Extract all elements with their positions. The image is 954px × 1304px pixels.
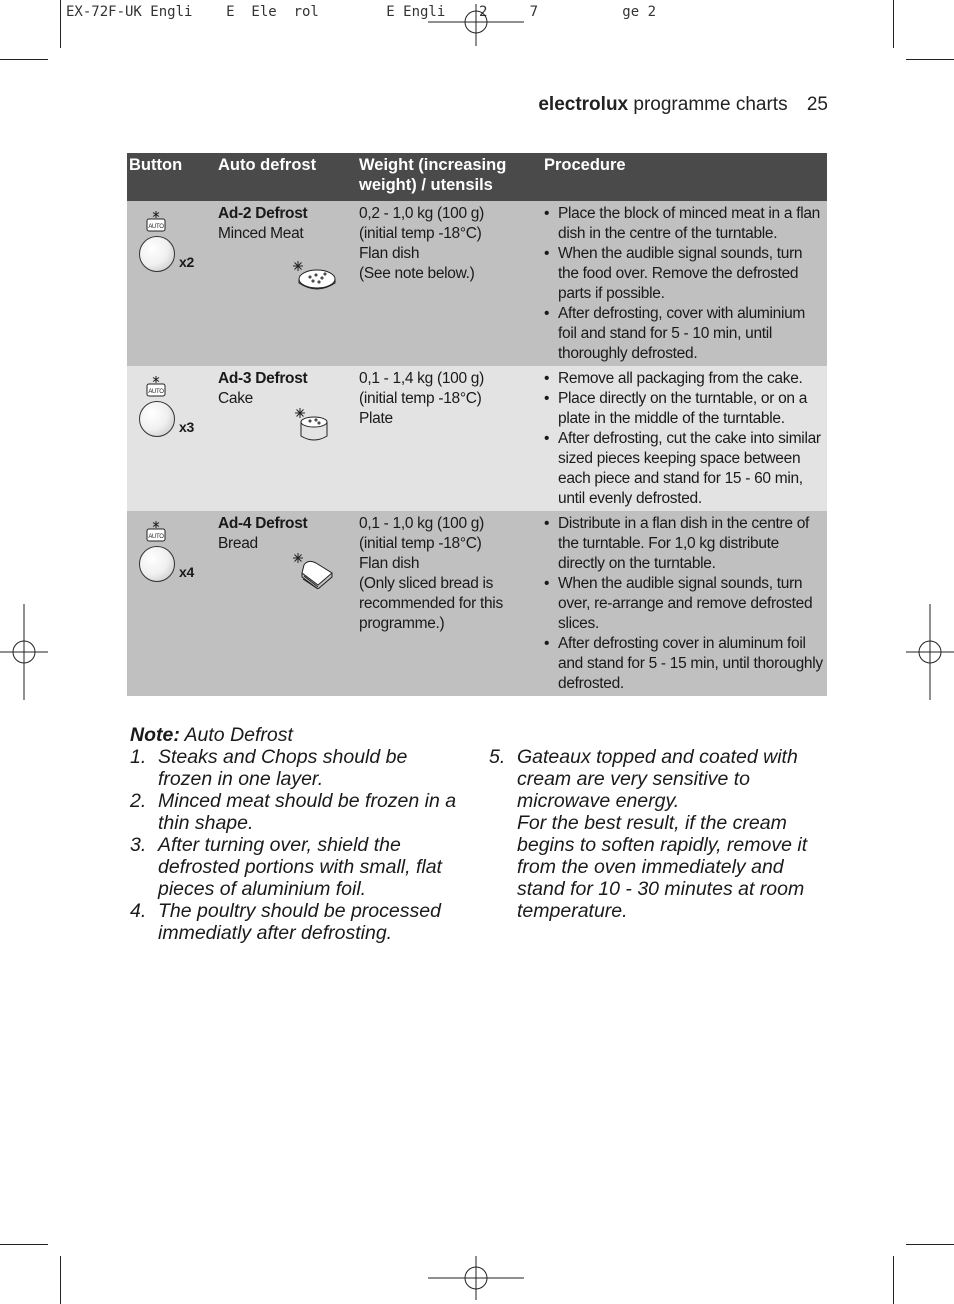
registration-mark-right: [904, 604, 954, 700]
button-cell: [127, 201, 214, 366]
note-item-continued: For the best result, if the cream begins to soften rapidly, remove it from the oven immediately and stand for 10 - 30 minutes at room temperature.: [517, 812, 808, 922]
procedure-step: • Place the block of minced meat in a flan dish in the centre of the turntable.: [544, 204, 823, 244]
procedure-step: • Place directly on the turntable, or on a plate in the middle of the turntable.: [544, 389, 823, 429]
crop-mark: [906, 1244, 954, 1245]
col-header-weight: Weight (increasing weight) / utensils: [355, 153, 536, 201]
note-left-column: [130, 724, 465, 944]
note-item: 5. Gateaux topped and coated with cream are very sensitive to microwave energy. For the best result, if the cream begins to soften rapidly, remove it from the oven immediately and stand for 10 - 30 minutes at room temperature.: [489, 746, 808, 922]
food-name: Bread: [218, 535, 258, 552]
procedure-step: • After defrosting cover in aluminum foil and stand for 5 - 15 min, until thoroughly defrosted.: [544, 634, 823, 694]
initial-temp: (initial temp -18°C): [359, 225, 482, 242]
programme-name: Ad-3 Defrost: [218, 370, 308, 387]
dial-knob: [139, 546, 175, 582]
minced-meat-icon: [292, 259, 338, 293]
button-cell: [127, 366, 214, 511]
initial-temp: (initial temp -18°C): [359, 390, 482, 407]
note-label: Note:: [130, 724, 180, 746]
programme-cell: [214, 366, 355, 511]
initial-temp: (initial temp -18°C): [359, 535, 482, 552]
registration-mark-left: [0, 604, 50, 700]
auto-defrost-icon: [145, 520, 167, 542]
auto-defrost-icon: [145, 210, 167, 232]
note-heading: [130, 724, 465, 746]
svg-text:AUTO: AUTO: [148, 534, 164, 540]
press-count: x3: [179, 419, 194, 435]
dial-knob: [139, 236, 175, 272]
cake-icon: [294, 406, 330, 444]
procedure-step: • When the audible signal sounds, turn over, re-arrange and remove defrosted slices.: [544, 574, 823, 634]
procedure-step: • Remove all packaging from the cake.: [544, 369, 823, 389]
procedure-step: • Distribute in a flan dish in the centre of the turntable. For 1,0 kg distribute directly on the turntable.: [544, 514, 823, 574]
procedure-cell: [536, 201, 827, 366]
procedure-step: • After defrosting, cut the cake into similar sized pieces keeping space between each piece and stand for 15 - 60 min, until evenly defrosted.: [544, 429, 823, 509]
programme-table: [127, 153, 827, 696]
food-name: Cake: [218, 390, 253, 407]
col-header-auto-defrost: Auto defrost: [214, 153, 355, 201]
crop-mark: [893, 1256, 894, 1304]
crop-mark: [60, 0, 61, 48]
running-header: [538, 94, 828, 116]
weight-cell: [355, 201, 536, 366]
press-count: x2: [179, 254, 194, 270]
brand-name: electrolux: [538, 94, 629, 115]
procedure-cell: [536, 366, 827, 511]
procedure-step: • After defrosting, cover with aluminium foil and stand for 5 - 10 min, until thoroughly defrosted.: [544, 304, 823, 364]
print-slug: EX-72F-UK Engli E Ele rol E Engli 2 7 ge 2: [66, 4, 657, 20]
procedure-cell: [536, 511, 827, 696]
utensil: Plate: [359, 410, 393, 427]
col-header-button: Button: [127, 153, 214, 201]
procedure-step: • When the audible signal sounds, turn the food over. Remove the defrosted parts if possible.: [544, 244, 823, 304]
section-title: programme charts: [633, 94, 788, 115]
programme-name: Ad-2 Defrost: [218, 205, 308, 222]
press-count: x4: [179, 564, 194, 580]
weight-range: 0,1 - 1,4 kg (100 g): [359, 370, 484, 387]
note-item: 2. Minced meat should be frozen in a thin shape.: [130, 790, 457, 834]
utensil: Flan dish: [359, 245, 420, 262]
weight-note: (See note below.): [359, 265, 475, 282]
table-row: [127, 366, 827, 511]
col-header-procedure: Procedure: [536, 153, 827, 201]
note-item: 3. After turning over, shield the defrosted portions with small, flat pieces of aluminium foil.: [130, 834, 442, 900]
note-item: 1. Steaks and Chops should be frozen in one layer.: [130, 746, 408, 790]
programme-name: Ad-4 Defrost: [218, 515, 308, 532]
button-cell: [127, 511, 214, 696]
note-right-column: [489, 746, 819, 922]
dial-knob: [139, 401, 175, 437]
weight-range: 0,2 - 1,0 kg (100 g): [359, 205, 484, 222]
utensil: Flan dish: [359, 555, 420, 572]
weight-note: (Only sliced bread is recommended for this programme.): [359, 575, 503, 632]
note-item: 4. The poultry should be processed immediatly after defrosting.: [130, 900, 441, 944]
food-name: Minced Meat: [218, 225, 304, 242]
crop-mark: [906, 59, 954, 60]
registration-mark-bottom: [428, 1256, 528, 1304]
note-title: Auto Defrost: [184, 724, 293, 746]
crop-mark: [0, 59, 48, 60]
registration-mark-top: [428, 0, 528, 46]
weight-cell: [355, 366, 536, 511]
svg-text:AUTO: AUTO: [148, 224, 164, 230]
crop-mark: [0, 1244, 48, 1245]
weight-range: 0,1 - 1,0 kg (100 g): [359, 515, 484, 532]
page-number: 25: [806, 94, 828, 115]
programme-cell: [214, 201, 355, 366]
crop-mark: [893, 0, 894, 48]
weight-cell: [355, 511, 536, 696]
table-row: [127, 201, 827, 366]
bread-icon: [292, 551, 336, 589]
auto-defrost-icon: [145, 375, 167, 397]
table-header-row: [127, 153, 827, 201]
programme-cell: [214, 511, 355, 696]
table-row: [127, 511, 827, 696]
svg-text:AUTO: AUTO: [148, 389, 164, 395]
crop-mark: [60, 1256, 61, 1304]
